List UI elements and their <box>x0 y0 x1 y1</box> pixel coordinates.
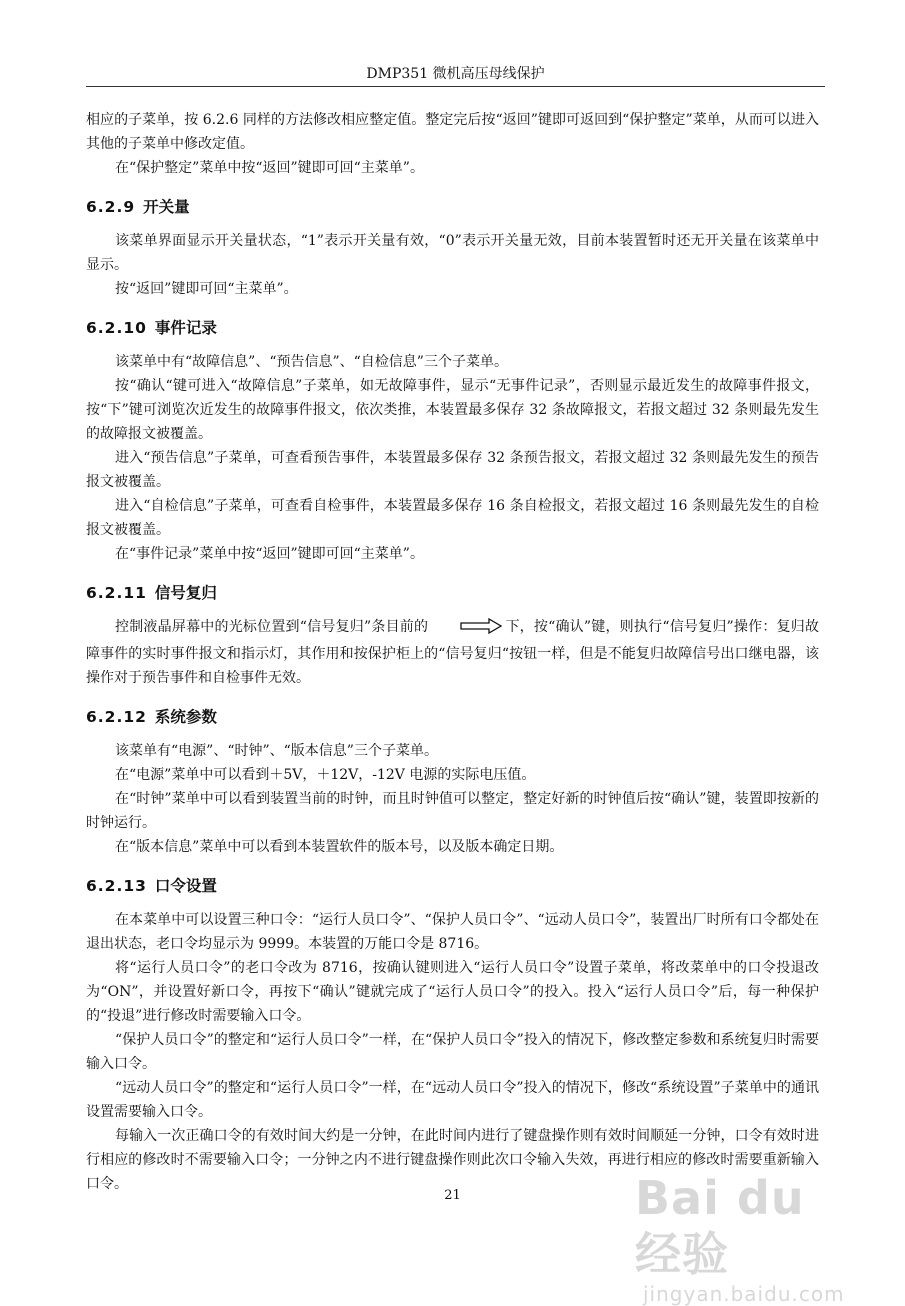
section-title: 信号复归 <box>154 584 217 602</box>
paragraph: 将“运行人员口令”的老口令改为 8716，按确认键则进入“运行人员口令”设置子菜单，将改菜单中的口令投退改为“ON”，并设置好新口令，再按下“确认”键就完成了“运行人员口令”的投入。投入“运行人员口令”后，每一种保护的“投退”进行修改时需要输入口令。 <box>86 960 819 1024</box>
paragraph: 进入“预告信息”子菜单，可查看预告事件，本装置最多保存 32 条预告报文，若报文超过 32 条则最先发生的预告报文被覆盖。 <box>86 450 819 490</box>
section-number: 6.2.10 <box>86 319 147 337</box>
right-arrow-icon <box>430 618 503 642</box>
document-body <box>86 108 819 1196</box>
paragraph: 该菜单中有“故障信息”、“预告信息”、“自检信息”三个子菜单。 <box>115 354 508 370</box>
header-title: DMP351 微机高压母线保护 <box>366 66 545 82</box>
intro-paragraph: 在“保护整定”菜单中按“返回”键即可回“主菜单”。 <box>115 160 424 176</box>
paragraph: 在“时钟”菜单中可以看到装置当前的时钟，而且时钟值可以整定，整定好新的时钟值后按“确认”键，装置即按新的时钟运行。 <box>86 791 819 831</box>
section-title: 口令设置 <box>154 877 217 895</box>
paragraph-text: 控制液晶屏幕中的光标位置到“信号复归”条目前的 <box>115 619 429 635</box>
section-heading-switch-state <box>86 195 819 219</box>
paragraph: 该菜单界面显示开关量状态，“1”表示开关量有效，“0”表示开关量无效，目前本装置暂时还无开关量在该菜单中显示。 <box>86 233 819 273</box>
paragraph: 在“版本信息”菜单中可以看到本装置软件的版本号，以及版本确定日期。 <box>115 839 564 855</box>
section-number: 6.2.13 <box>86 877 147 895</box>
baidu-watermark <box>635 1170 865 1306</box>
page-number: 21 <box>444 1188 461 1203</box>
section-number: 6.2.9 <box>86 198 136 216</box>
intro-paragraph: 相应的子菜单，按 6.2.6 同样的方法修改相应整定值。整定完后按“返回”键即可返回到“保护整定”菜单，从而可以进入其他的子菜单中修改定值。 <box>86 112 819 152</box>
paragraph-text: 下，按“确认”键，则执行“信号复归”操作：复归故障事件的实时事件报文和指示灯，其作用和按保护柜上的“信号复归“按钮一样，但是不能复归故障信号出口继电器，该操作对于预告事件和自检事件无效。 <box>86 619 819 686</box>
paragraph: 按“确认“键可进入“故障信息”子菜单，如无故障事件，显示“无事件记录”，否则显示最近发生的故障事件报文，按“下”键可浏览次近发生的故障事件报文，依次类推，本装置最多保存 32 条故障报文，若报文超过 32 条则最先发生的故障报文被覆盖。 <box>86 378 819 442</box>
paragraph: 该菜单有“电源”、“时钟”、“版本信息”三个子菜单。 <box>115 743 438 759</box>
section-title: 开关量 <box>143 198 190 216</box>
section-number: 6.2.11 <box>86 584 147 602</box>
paragraph: 在“事件记录”菜单中按“返回”键即可回“主菜单”。 <box>115 546 424 562</box>
section-title: 事件记录 <box>154 319 217 337</box>
section-heading-system-params <box>86 705 819 729</box>
paragraph: “远动人员口令”的整定和“运行人员口令”一样，在“远动人员口令”投入的情况下，修改“系统设置”子菜单中的通讯设置需要输入口令。 <box>86 1080 819 1120</box>
paragraph: “保护人员口令”的整定和“运行人员口令”一样，在“保护人员口令”投入的情况下，修改整定参数和系统复归时需要输入口令。 <box>86 1032 819 1072</box>
paragraph: 在本菜单中可以设置三种口令：“运行人员口令”、“保护人员口令”、“远动人员口令”，装置出厂时所有口令都处在退出状态，老口令均显示为 9999。本装置的万能口令是 8716。 <box>86 912 819 952</box>
paragraph: 每输入一次正确口令的有效时间大约是一分钟，在此时间内进行了键盘操作则有效时间顺延一分钟，口令有效时进行相应的修改时不需要输入口令；一分钟之内不进行键盘操作则此次口令输入失效，再进行相应的修改时需要重新输入口令。 <box>86 1128 819 1192</box>
watermark-logo: Bai du 经验 <box>635 1171 805 1281</box>
section-number: 6.2.12 <box>86 708 147 726</box>
page-header <box>86 62 825 87</box>
paragraph: 在“电源”菜单中可以看到＋5V，＋12V，-12V 电源的实际电压值。 <box>115 767 536 783</box>
paragraph <box>86 615 819 690</box>
section-heading-event-record <box>86 316 819 340</box>
section-heading-password-settings <box>86 874 819 898</box>
section-title: 系统参数 <box>154 708 217 726</box>
paragraph: 进入“自检信息”子菜单，可查看自检事件，本装置最多保存 16 条自检报文，若报文超过 16 条则最先发生的自检报文被覆盖。 <box>86 498 819 538</box>
section-heading-signal-reset <box>86 581 819 605</box>
paragraph: 按“返回”键即可回“主菜单”。 <box>115 281 298 297</box>
watermark-url: jingyan.baidu.com <box>643 1282 845 1306</box>
